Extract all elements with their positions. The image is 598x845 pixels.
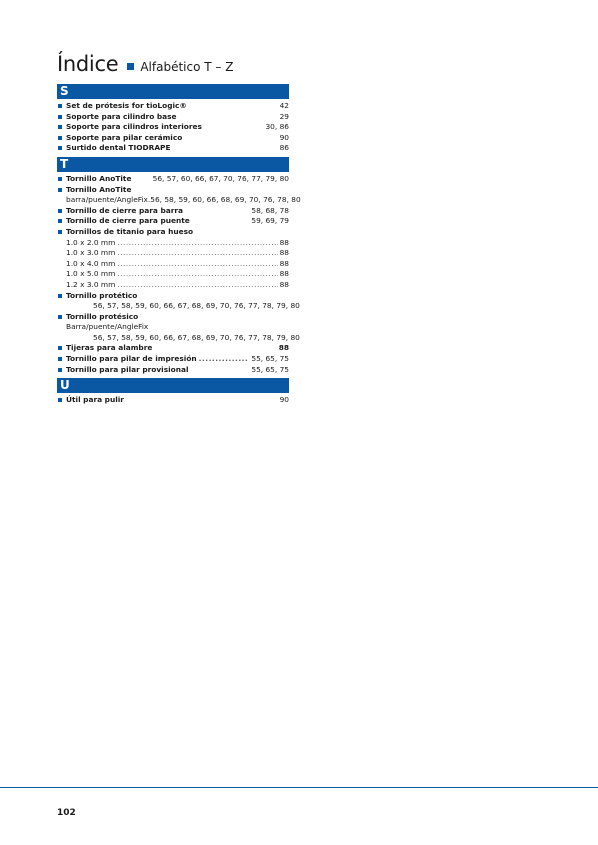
subentry-pages: 88	[279, 279, 289, 289]
dot-leader	[117, 259, 277, 270]
index-entry	[57, 291, 289, 302]
index-entry	[57, 133, 289, 144]
entry-label: Tornillo AnoTite	[66, 184, 132, 194]
entry-label: Tornillos de titanio para hueso	[66, 226, 194, 236]
index-entry	[57, 227, 289, 238]
index-entry	[57, 122, 289, 133]
subentry-label: 1.2 x 3.0 mm	[66, 279, 116, 289]
index-subentry	[57, 259, 289, 270]
dot-leader	[117, 248, 277, 259]
index-entry	[57, 365, 289, 376]
square-bullet-icon	[58, 125, 62, 129]
entry-pages: 59, 69, 79	[251, 216, 289, 226]
entry-label: Tijeras para alambre	[66, 343, 153, 353]
square-bullet-icon	[58, 315, 62, 319]
section-s	[57, 84, 289, 154]
entry-label: Surtido dental TIODRAPE	[66, 143, 171, 153]
dot-leader	[117, 280, 277, 291]
square-bullet-icon	[58, 346, 62, 350]
subentry-pages: 88	[279, 237, 289, 247]
subentry-label: 1.0 x 5.0 mm	[66, 269, 116, 279]
dot-leader	[117, 269, 277, 280]
square-bullet-icon	[58, 188, 62, 192]
entry-pages: 29	[279, 111, 289, 121]
section-letter-s: S	[57, 84, 289, 99]
entry-pages: 55, 65, 75	[251, 364, 289, 374]
square-bullet-icon	[58, 115, 62, 119]
entry-label: Tornillo protésico	[66, 311, 139, 321]
subentry-label: 1.0 x 2.0 mm	[66, 237, 116, 247]
square-bullet-icon	[58, 146, 62, 150]
square-bullet-icon	[58, 177, 62, 181]
page-number: 102	[57, 808, 76, 818]
page-header	[57, 52, 233, 76]
index-subentry	[57, 195, 301, 206]
page-title: Índice	[57, 52, 119, 76]
dot-leader	[117, 238, 277, 249]
square-bullet-icon	[58, 294, 62, 298]
index-subentry	[57, 332, 300, 344]
subentry-pages: 88	[279, 269, 289, 279]
entry-label: Tornillo protético	[66, 290, 138, 300]
subentry-label: Barra/puente/AngleFix	[66, 322, 149, 332]
index-entry	[57, 174, 289, 185]
index-subentry	[57, 248, 289, 259]
entry-pages: 86	[279, 143, 289, 153]
entry-pages: 56, 57, 60, 66, 67, 70, 76, 77, 79, 80	[152, 173, 289, 183]
square-bullet-icon	[127, 63, 134, 70]
subentry-pages: 56, 57, 58, 59, 60, 66, 67, 68, 69, 70, 76, 77, 78, 79, 80	[93, 332, 300, 342]
square-bullet-icon	[58, 104, 62, 108]
entry-label: Útil para pulir	[66, 395, 124, 405]
index-subentry	[57, 269, 289, 280]
entry-pages: 90	[279, 132, 289, 142]
subentry-label: 1.0 x 4.0 mm	[66, 258, 116, 268]
index-entry	[57, 312, 289, 323]
entry-pages: 58, 68, 78	[251, 205, 289, 215]
index-entry	[57, 354, 289, 365]
square-bullet-icon	[58, 136, 62, 140]
entry-pages: 42	[279, 101, 289, 110]
square-bullet-icon	[58, 219, 62, 223]
index-subentry	[57, 238, 289, 249]
page-subtitle: Alfabético T – Z	[140, 60, 234, 74]
index-entry	[57, 143, 289, 154]
entry-label: Soporte para pilar cerámico	[66, 132, 183, 142]
index-entry	[57, 101, 289, 112]
section-letter-u: U	[57, 378, 289, 393]
entry-label: Tornillo de cierre para barra	[66, 205, 184, 215]
index-entry	[57, 343, 289, 354]
section-letter-t: T	[57, 157, 289, 172]
section-t	[57, 156, 301, 375]
entry-label: Set de prótesis for tioLogic®	[66, 101, 187, 110]
subentry-pages: 88	[279, 248, 289, 258]
index-entry	[57, 112, 289, 123]
entry-label: Tornillo para pilar provisional	[66, 364, 189, 374]
index-entry	[57, 216, 289, 227]
subentry-label: 1.0 x 3.0 mm	[66, 248, 116, 258]
entry-pages: 55, 65, 75	[251, 354, 289, 364]
index-entry	[57, 206, 289, 217]
subentry-label: barra/puente/AngleFix.	[66, 195, 151, 205]
index-subentry	[57, 301, 300, 312]
index-subentry	[57, 280, 289, 291]
entry-label: Tornillo AnoTite	[66, 173, 132, 183]
entry-pages: 90	[279, 395, 289, 405]
subentry-pages: 88	[279, 258, 289, 268]
subentry-pages: 56, 58, 59, 60, 66, 68, 69, 70, 76, 78, 80	[150, 195, 301, 205]
dot-leader	[199, 354, 250, 365]
footer-divider	[0, 787, 598, 788]
entry-pages: 88	[278, 343, 289, 353]
square-bullet-icon	[58, 230, 62, 234]
entry-label: Soporte para cilindro base	[66, 111, 177, 121]
entry-label: Tornillo de cierre para puente	[66, 216, 190, 226]
index-entry	[57, 395, 289, 406]
section-u	[57, 378, 289, 406]
index-subentry	[57, 322, 289, 333]
square-bullet-icon	[58, 398, 62, 402]
alphabetical-index	[57, 84, 301, 409]
square-bullet-icon	[58, 209, 62, 213]
square-bullet-icon	[58, 357, 62, 361]
subentry-pages: 56, 57, 58, 59, 60, 66, 67, 68, 69, 70, 76, 77, 78, 79, 80	[93, 301, 300, 311]
square-bullet-icon	[58, 368, 62, 372]
entry-label: Tornillo para pilar de impresión	[66, 354, 197, 364]
index-entry	[57, 185, 289, 196]
entry-pages: 30, 86	[265, 122, 289, 132]
entry-label: Soporte para cilindros interiores	[66, 122, 202, 132]
